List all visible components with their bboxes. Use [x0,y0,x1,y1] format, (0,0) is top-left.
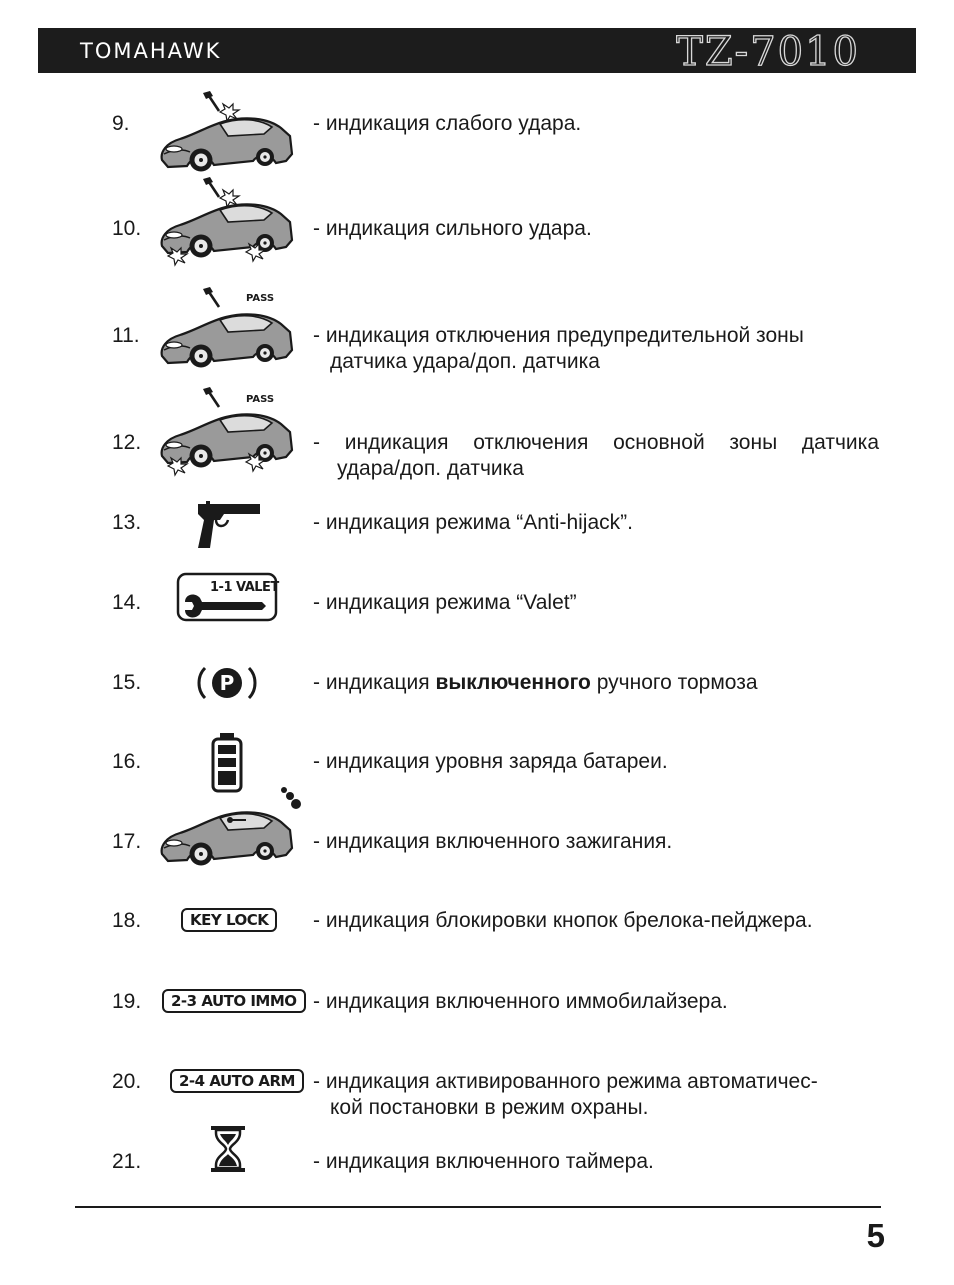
item-number: 12. [112,431,142,454]
item-description: - индикация режима “Valet” [313,591,577,614]
auto-immo-badge: 2-3 AUTO IMMO [162,989,306,1013]
hourglass-icon [207,1124,249,1174]
item-number: 21. [112,1150,142,1173]
item-description: - индикация уровня заряда батареи. [313,750,668,773]
auto-arm-badge: 2-4 AUTO ARM [170,1069,304,1093]
header-bar [38,28,916,73]
item-description [313,1069,879,1121]
description-line-1: - индикация отключения основной зоны датчика [313,431,879,454]
valet-label: 1-1 VALET [210,580,279,595]
item-number: 13. [112,511,142,534]
car-shock-weak-icon [154,90,300,174]
item-description [313,323,879,375]
car-shock-pass-strong-icon [154,386,300,480]
item-number: 14. [112,591,142,614]
model-name: TZ-7010 [676,29,860,75]
item-number: 15. [112,671,142,694]
car-shock-strong-icon [154,176,300,270]
description-line-1: - индикация активированного режима автоматичес- [313,1070,818,1093]
item-description: - индикация включенного зажигания. [313,830,673,853]
item-number: 16. [112,750,142,773]
brand-name: TOMAHAWK [80,39,222,63]
item-description: - индикация слабого удара. [313,112,582,135]
item-description [313,430,879,482]
pass-label: PASS [246,293,275,304]
item-number: 11. [112,324,140,347]
page-number: 5 [866,1217,885,1254]
description-line-1: - индикация отключения предупредительной зоны [313,324,804,347]
parking-letter: P [219,671,235,695]
car-ignition-icon [154,782,304,870]
item-description: - индикация включенного иммобилайзера. [313,990,728,1013]
item-description: - индикация выключенного ручного тормоза [313,671,758,694]
parking-brake-icon [195,664,259,702]
item-description: - индикация включенного таймера. [313,1150,654,1173]
item-number: 20. [112,1070,142,1093]
item-description: - индикация сильного удара. [313,217,592,240]
description-line-2: кой постановки в режим охраны. [330,1096,649,1119]
emphasis: выключенного [435,671,591,694]
pass-label: PASS [246,394,275,405]
item-description: - индикация блокировки кнопок брелока-пейджера. [313,909,813,932]
key-lock-badge: KEY LOCK [181,908,277,932]
valet-wrench-icon [176,572,280,624]
item-number: 17. [112,830,142,853]
description-line-2: датчика удара/доп. датчика [330,350,600,373]
item-description: - индикация режима “Anti-hijack”. [313,511,633,534]
car-shock-pass-icon [154,286,300,370]
item-number: 9. [112,112,130,135]
item-number: 10. [112,217,142,240]
footer-divider [75,1206,881,1208]
item-number: 18. [112,909,142,932]
description-line-2: удара/доп. датчика [337,457,524,480]
item-number: 19. [112,990,142,1013]
pistol-icon [194,500,262,552]
